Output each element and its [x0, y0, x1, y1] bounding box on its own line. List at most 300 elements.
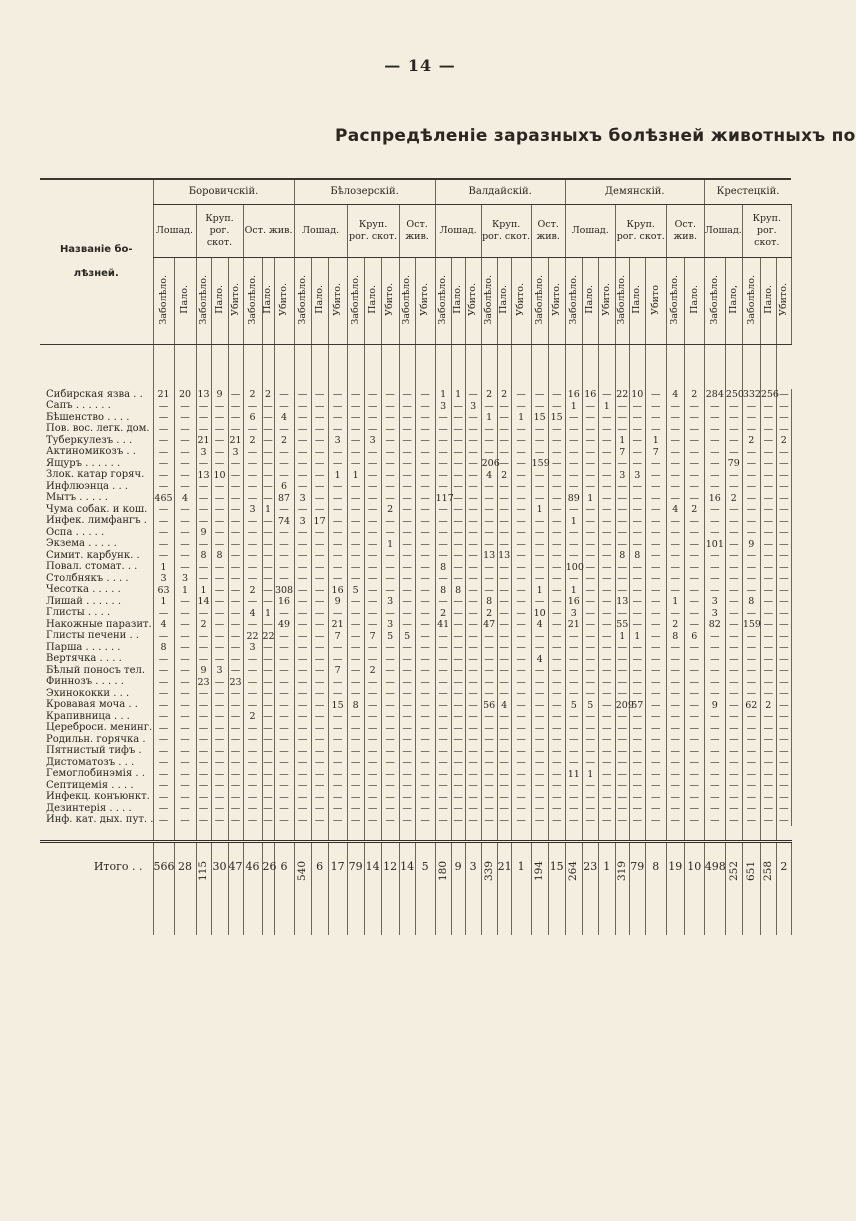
data-cell: —	[243, 677, 262, 689]
data-cell: —	[364, 746, 381, 758]
data-cell: —	[629, 677, 645, 689]
data-cell: 7	[364, 631, 381, 643]
data-cell: —	[531, 688, 548, 700]
data-cell: —	[684, 757, 704, 769]
data-cell: —	[415, 504, 435, 516]
disease-row	[40, 481, 791, 493]
data-cell: —	[598, 550, 615, 562]
total-value: 1	[603, 860, 611, 873]
data-cell: —	[415, 815, 435, 827]
data-cell: —	[725, 412, 742, 424]
data-cell: —	[582, 550, 598, 562]
outcome-label: Пало,	[728, 285, 740, 315]
data-cell: —	[211, 424, 228, 436]
data-cell: 1	[629, 631, 645, 643]
data-cell: —	[645, 700, 666, 712]
county-header: Бѣлозерскій.	[294, 179, 435, 205]
spacer-row-cell	[582, 345, 598, 390]
data-cell: —	[645, 642, 666, 654]
total-cell	[311, 842, 328, 936]
data-cell: —	[465, 631, 481, 643]
data-cell: —	[328, 447, 347, 459]
outcome-header	[776, 258, 791, 345]
data-cell: —	[615, 769, 629, 781]
data-cell: —	[381, 389, 399, 401]
data-cell: —	[311, 654, 328, 666]
data-cell: 23	[229, 676, 242, 688]
data-cell: —	[294, 769, 311, 781]
data-cell: —	[311, 746, 328, 758]
data-cell: —	[211, 815, 228, 827]
disease-name: Цереброси. менинг.	[46, 722, 153, 734]
data-cell: —	[684, 412, 704, 424]
data-cell: 6	[243, 412, 262, 424]
data-cell: —	[742, 550, 760, 562]
data-cell: —	[174, 769, 196, 781]
data-cell: —	[704, 527, 725, 539]
data-cell: —	[399, 746, 415, 758]
data-cell: 8	[435, 585, 451, 597]
data-cell: 1	[582, 769, 598, 781]
data-cell: 3	[174, 573, 196, 585]
data-cell: —	[481, 516, 497, 528]
outcome-label: Убито.	[515, 283, 527, 317]
data-cell: —	[243, 665, 262, 677]
data-cell: —	[174, 780, 196, 792]
spacer-row-cell	[684, 345, 704, 390]
spacer-row-cell	[262, 345, 274, 390]
data-cell: —	[725, 780, 742, 792]
total-value: 498	[704, 860, 726, 873]
data-cell: —	[263, 803, 273, 814]
total-value: 30	[212, 860, 227, 873]
data-cell: —	[399, 803, 415, 815]
data-cell: —	[565, 711, 582, 723]
disease-row	[40, 734, 791, 746]
data-cell: —	[565, 677, 582, 689]
data-cell: 284	[705, 389, 724, 400]
total-cell	[725, 842, 742, 936]
data-cell: —	[684, 803, 704, 815]
data-cell: —	[174, 677, 196, 689]
data-cell: —	[415, 631, 435, 643]
data-cell: —	[347, 769, 364, 781]
data-cell: —	[153, 470, 174, 482]
data-cell: —	[760, 688, 776, 700]
data-cell: —	[497, 504, 511, 516]
data-cell: —	[725, 815, 742, 827]
total-value: 540	[296, 861, 309, 882]
data-cell: —	[497, 631, 511, 643]
data-cell: —	[381, 792, 399, 804]
data-cell: —	[415, 792, 435, 804]
disease-row	[40, 516, 791, 528]
data-cell: 1	[347, 470, 364, 482]
data-cell: —	[381, 780, 399, 792]
total-cell	[481, 842, 497, 936]
data-cell: —	[243, 792, 262, 804]
data-cell: —	[228, 688, 243, 700]
spacer-row-cell	[399, 345, 415, 390]
data-cell: —	[196, 481, 211, 493]
data-cell: —	[531, 550, 548, 562]
data-cell: —	[465, 539, 481, 551]
data-cell: —	[415, 481, 435, 493]
county-header: Валдайскій.	[435, 179, 565, 205]
data-cell: —	[684, 550, 704, 562]
data-cell: —	[211, 504, 228, 516]
data-cell: —	[684, 815, 704, 827]
data-cell: —	[196, 746, 211, 758]
data-cell: —	[174, 481, 196, 493]
data-cell: —	[211, 435, 228, 447]
data-cell: 63	[153, 585, 174, 597]
data-cell: —	[565, 631, 582, 643]
data-cell: 2	[262, 389, 274, 401]
disease-name: Вертячка . . . .	[46, 653, 122, 665]
data-cell: —	[399, 596, 415, 608]
data-cell: —	[174, 746, 196, 758]
data-cell: —	[294, 481, 311, 493]
data-cell: —	[497, 688, 511, 700]
data-cell: —	[666, 734, 684, 746]
data-cell: —	[776, 424, 791, 436]
data-cell: —	[294, 539, 311, 551]
data-cell: —	[294, 435, 311, 447]
data-cell: —	[666, 585, 684, 597]
data-cell: —	[465, 481, 481, 493]
total-cell	[451, 842, 465, 936]
data-cell: —	[776, 527, 791, 539]
total-cell	[548, 842, 565, 936]
data-cell: —	[381, 447, 399, 459]
divider-row-cell	[666, 826, 684, 842]
total-cell	[666, 842, 684, 936]
total-value: 115	[197, 861, 210, 882]
data-cell: —	[645, 516, 666, 528]
data-cell: —	[153, 424, 174, 436]
data-cell: —	[415, 573, 435, 585]
disease-name: Пов. вос. легк. дом.	[46, 423, 150, 435]
data-cell: —	[451, 516, 465, 528]
data-cell: —	[531, 539, 548, 551]
data-cell: —	[629, 769, 645, 781]
data-cell: —	[629, 723, 645, 735]
data-cell: —	[465, 470, 481, 482]
data-cell: —	[294, 746, 311, 758]
data-cell: —	[415, 527, 435, 539]
data-cell: 9	[328, 596, 347, 608]
data-cell: —	[274, 458, 294, 470]
data-cell: —	[435, 631, 451, 643]
data-cell: —	[451, 642, 465, 654]
data-cell: —	[311, 815, 328, 827]
data-cell: —	[263, 435, 273, 446]
disease-row	[40, 619, 791, 631]
data-cell: 10	[211, 470, 228, 482]
data-cell: 2	[497, 470, 511, 482]
data-cell: 8	[481, 596, 497, 608]
data-cell: —	[211, 734, 228, 746]
disease-name: Гемоглобинэмія . .	[46, 768, 145, 780]
total-cell	[497, 842, 511, 936]
data-cell: —	[451, 424, 465, 436]
data-cell: —	[531, 711, 548, 723]
data-cell: —	[776, 723, 791, 735]
disease-row	[40, 654, 791, 666]
data-cell: —	[725, 401, 742, 413]
data-cell: —	[760, 504, 776, 516]
animal-group-header: Круп. рог. скот.	[481, 205, 531, 258]
data-cell: —	[263, 745, 273, 757]
data-cell: —	[328, 608, 347, 620]
data-cell: —	[548, 803, 565, 815]
outcome-header	[615, 258, 629, 345]
data-cell: —	[294, 585, 311, 597]
data-cell: —	[666, 516, 684, 528]
data-cell: —	[263, 734, 273, 745]
data-cell: —	[274, 424, 294, 436]
data-cell: —	[381, 562, 399, 574]
data-cell: —	[725, 504, 742, 516]
data-cell: —	[742, 573, 760, 585]
data-cell: —	[666, 447, 684, 459]
data-cell: 4	[274, 412, 294, 424]
data-cell: 74	[274, 516, 294, 528]
data-cell: 8	[451, 585, 465, 597]
data-cell: —	[415, 677, 435, 689]
animal-group-header-row	[40, 205, 791, 258]
data-cell: —	[598, 631, 615, 643]
data-cell: —	[598, 815, 615, 827]
data-cell: —	[153, 435, 174, 447]
data-cell: —	[615, 412, 629, 424]
data-cell: —	[174, 470, 196, 482]
data-cell: —	[760, 746, 776, 758]
data-cell: —	[582, 619, 598, 631]
data-cell: —	[548, 504, 565, 516]
data-cell: —	[451, 700, 465, 712]
data-cell: —	[760, 493, 776, 505]
data-cell: —	[243, 516, 262, 528]
data-cell: —	[311, 550, 328, 562]
spacer-row-cell	[153, 345, 174, 390]
spacer-row-cell	[347, 345, 364, 390]
data-cell: —	[760, 792, 776, 804]
data-cell: —	[174, 527, 196, 539]
data-cell: —	[742, 769, 760, 781]
data-cell: 1	[328, 470, 347, 482]
total-cell	[435, 842, 451, 936]
data-cell: —	[645, 424, 666, 436]
data-cell: —	[645, 803, 666, 815]
data-cell: —	[415, 401, 435, 413]
disease-name: Чума собак. и кош.	[46, 503, 148, 515]
data-cell: 4	[497, 700, 511, 712]
data-cell: —	[381, 458, 399, 470]
data-cell: —	[399, 573, 415, 585]
data-cell: —	[776, 573, 791, 585]
data-cell: —	[511, 792, 531, 804]
data-cell: —	[629, 527, 645, 539]
data-cell: —	[364, 642, 381, 654]
data-cell: —	[465, 516, 481, 528]
data-cell: —	[497, 481, 511, 493]
data-cell: —	[615, 458, 629, 470]
data-cell: —	[629, 585, 645, 597]
disease-row	[40, 527, 791, 539]
data-cell: 22	[262, 630, 275, 642]
data-cell: —	[153, 677, 174, 689]
data-cell: —	[742, 815, 760, 827]
divider-row-cell	[582, 826, 598, 842]
data-cell: —	[565, 734, 582, 746]
data-cell: —	[381, 424, 399, 436]
data-cell: —	[311, 435, 328, 447]
data-cell: —	[645, 780, 666, 792]
divider-row-cell	[40, 826, 153, 842]
disease-row	[40, 550, 791, 562]
data-cell: —	[228, 665, 243, 677]
data-cell: —	[511, 596, 531, 608]
data-cell: 250	[725, 389, 744, 400]
divider-row-cell	[684, 826, 704, 842]
data-cell: —	[364, 769, 381, 781]
spacer-row-cell	[415, 345, 435, 390]
outcome-header	[481, 258, 497, 345]
data-cell: —	[311, 734, 328, 746]
disease-row	[40, 665, 791, 677]
data-cell: —	[776, 412, 791, 424]
total-value: 17	[330, 860, 345, 873]
data-cell: —	[666, 470, 684, 482]
data-cell: —	[243, 527, 262, 539]
data-cell: —	[263, 688, 273, 699]
outcome-header	[742, 258, 760, 345]
data-cell: —	[465, 700, 481, 712]
data-cell: —	[725, 642, 742, 654]
data-cell: 3	[211, 665, 228, 677]
data-cell: —	[666, 665, 684, 677]
outcome-header	[629, 258, 645, 345]
data-cell: —	[399, 550, 415, 562]
data-cell: —	[511, 654, 531, 666]
outcome-header	[347, 258, 364, 345]
disease-row	[40, 803, 791, 815]
data-cell: —	[465, 389, 481, 401]
data-cell: —	[497, 780, 511, 792]
data-cell: —	[228, 493, 243, 505]
divider-row-cell	[328, 826, 347, 842]
data-cell: —	[511, 631, 531, 643]
data-cell: —	[497, 734, 511, 746]
total-value: 566	[153, 860, 175, 873]
data-cell: —	[243, 723, 262, 735]
data-cell: —	[294, 619, 311, 631]
data-cell: 6	[274, 481, 294, 493]
disease-row	[40, 746, 791, 758]
data-cell: —	[615, 757, 629, 769]
disease-name: Повал. стомат. . .	[46, 561, 138, 573]
data-cell: —	[381, 677, 399, 689]
divider-row-cell	[645, 826, 666, 842]
data-cell: —	[415, 424, 435, 436]
data-cell: 2	[497, 389, 511, 401]
outcome-header	[511, 258, 531, 345]
data-cell: —	[211, 608, 228, 620]
data-cell: —	[364, 470, 381, 482]
data-cell: —	[153, 803, 174, 815]
data-cell: —	[211, 458, 228, 470]
data-cell: —	[364, 424, 381, 436]
data-cell: —	[598, 746, 615, 758]
data-cell: —	[399, 654, 415, 666]
data-cell: —	[684, 447, 704, 459]
data-cell: —	[328, 424, 347, 436]
data-cell: —	[174, 550, 196, 562]
data-cell: 4	[481, 470, 497, 482]
data-cell: —	[548, 769, 565, 781]
data-cell: —	[451, 803, 465, 815]
data-cell: —	[666, 550, 684, 562]
data-cell: —	[629, 780, 645, 792]
data-cell: —	[228, 550, 243, 562]
data-cell: —	[548, 608, 565, 620]
data-cell: —	[497, 803, 511, 815]
data-cell: —	[174, 757, 196, 769]
data-cell: —	[497, 596, 511, 608]
data-cell: —	[704, 562, 725, 574]
data-cell: —	[481, 677, 497, 689]
outcome-header	[704, 258, 725, 345]
data-cell: —	[294, 815, 311, 827]
data-cell: —	[228, 562, 243, 574]
data-cell: —	[481, 424, 497, 436]
outcome-label: Заболѣло.	[197, 274, 209, 325]
data-cell: —	[153, 815, 174, 827]
data-cell: —	[347, 665, 364, 677]
data-cell: —	[565, 435, 582, 447]
data-cell: 2	[243, 711, 262, 723]
data-cell: —	[615, 527, 629, 539]
data-cell: —	[311, 573, 328, 585]
data-cell: —	[598, 493, 615, 505]
data-cell: —	[311, 389, 328, 401]
data-cell: —	[364, 608, 381, 620]
data-cell: —	[364, 677, 381, 689]
divider-row-cell	[364, 826, 381, 842]
outcome-header	[415, 258, 435, 345]
data-cell: —	[629, 493, 645, 505]
data-cell: —	[565, 550, 582, 562]
data-cell: —	[415, 700, 435, 712]
data-cell: —	[511, 585, 531, 597]
data-cell: —	[381, 573, 399, 585]
data-cell: —	[704, 424, 725, 436]
data-cell: —	[531, 424, 548, 436]
data-cell: —	[615, 677, 629, 689]
data-cell: —	[174, 458, 196, 470]
animal-group-header: Ост. жив.	[531, 205, 565, 258]
data-cell: —	[399, 527, 415, 539]
data-cell: —	[684, 435, 704, 447]
data-cell: —	[615, 424, 629, 436]
data-cell: 20	[174, 389, 196, 401]
data-cell: —	[465, 619, 481, 631]
data-cell: —	[347, 435, 364, 447]
data-cell: —	[435, 803, 451, 815]
data-cell: —	[629, 746, 645, 758]
